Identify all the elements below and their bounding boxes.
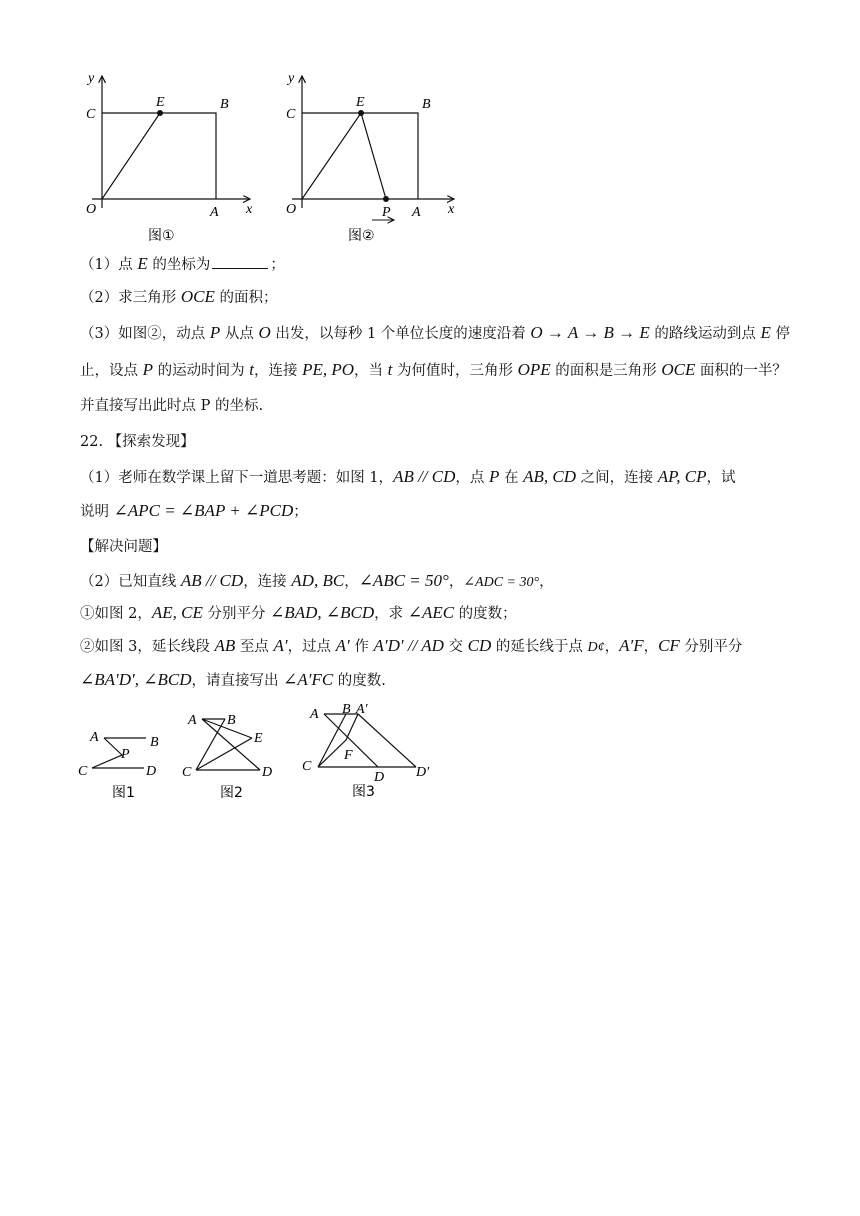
q21-part2: （2）求三角形 OCE 的面积； (80, 287, 278, 306)
triangle-ope (302, 113, 386, 199)
geometry-figure-2-caption: 图2 (220, 785, 243, 801)
geometry-figure-2 (180, 706, 280, 803)
label-d: D (374, 770, 385, 785)
label-a: A (310, 707, 319, 722)
geometry-figure-1-caption: 图1 (112, 785, 135, 801)
q22-part1: （1）老师在数学课上留下一道思考题：如图 1，AB // CD，点 P 在 AB, CD 之间，连接 AP, CP，试 (80, 467, 736, 486)
label-o: O (286, 202, 297, 217)
label-e: E (254, 731, 263, 746)
figure-1-coordinate (70, 68, 270, 248)
q22-title: 22. 【探索发现】 (80, 434, 195, 450)
q21-part3: （3）如图②，动点 P 从点 O 出发，以每秒 1 个单位长度的速度沿着 O → A → B → E 的路线运动到点 E 停 (80, 323, 790, 342)
point-e (358, 110, 364, 116)
q22-part2: （2）已知直线 AB // CD，连接 AD, BC，∠ABC = 50°，∠ADC = 30°， (80, 571, 554, 590)
label-x: x (448, 202, 455, 217)
label-d-prime: D′ (416, 765, 430, 780)
figure-2-caption: 图② (348, 228, 375, 244)
label-e: E (356, 95, 365, 110)
label-p: P (121, 747, 130, 762)
label-x: x (246, 202, 253, 217)
label-a: A (412, 205, 421, 220)
q21-part1: （1）点 E 的坐标为 ； (80, 254, 285, 273)
label-d: D (146, 764, 157, 779)
point-p (383, 196, 389, 202)
segment-ce (196, 738, 252, 770)
label-o: O (86, 202, 97, 217)
label-b: B (220, 97, 229, 112)
label-c: C (78, 764, 88, 779)
rectangle-ocba (302, 113, 418, 199)
figure-1-caption: 图① (148, 228, 175, 244)
label-c: C (86, 107, 96, 122)
label-y: y (88, 71, 95, 86)
rectangle-ocba (102, 113, 216, 199)
q22-part2-ii-cont: ∠BA′D′, ∠BCD，请直接写出 ∠A′FC 的度数. (80, 670, 386, 689)
label-a: A (90, 730, 99, 745)
figure-2-coordinate (270, 68, 470, 248)
label-c: C (286, 107, 296, 122)
label-b: B (422, 97, 431, 112)
point-e (157, 110, 163, 116)
q21-part3-end: 并直接写出此时点 P 的坐标. (80, 398, 264, 414)
segment-a2d2 (358, 714, 416, 767)
geometry-figure-1 (76, 725, 176, 803)
q22-part1-cont: 说明 ∠APC = ∠BAP + ∠PCD； (80, 501, 308, 520)
segment-oe (102, 113, 160, 199)
label-p: P (382, 205, 391, 220)
q21-part3-cont: 止，设点 P 的运动时间为 t，连接 PE, PO，当 t 为何值时，三角形 OPE 的面积是三角形 OCE 面积的一半？ (80, 360, 787, 379)
geometry-figure-3 (294, 700, 444, 803)
label-f: F (344, 748, 353, 763)
q22-part2-i: ①如图 2，AE, CE 分别平分 ∠BAD, ∠BCD，求 ∠AEC 的度数； (80, 603, 517, 622)
label-a-prime: A′ (356, 702, 368, 717)
label-y: y (288, 71, 295, 86)
q22-part2-ii: ②如图 3，延长线段 AB 至点 A′，过点 A′ 作 A′D′ // AD 交 CD 的延长线于点 D¢，A′F，CF 分别平分 (80, 636, 743, 655)
label-c: C (302, 759, 312, 774)
label-e: E (156, 95, 165, 110)
geometry-figure-3-caption: 图3 (352, 784, 375, 800)
label-b: B (342, 702, 351, 717)
q22-heading2: 【解决问题】 (80, 539, 167, 555)
label-a: A (188, 713, 197, 728)
answer-blank (212, 255, 268, 269)
label-c: C (182, 765, 192, 780)
label-d: D (262, 765, 273, 780)
label-b: B (227, 713, 236, 728)
label-b: B (150, 735, 159, 750)
label-a: A (210, 205, 219, 220)
